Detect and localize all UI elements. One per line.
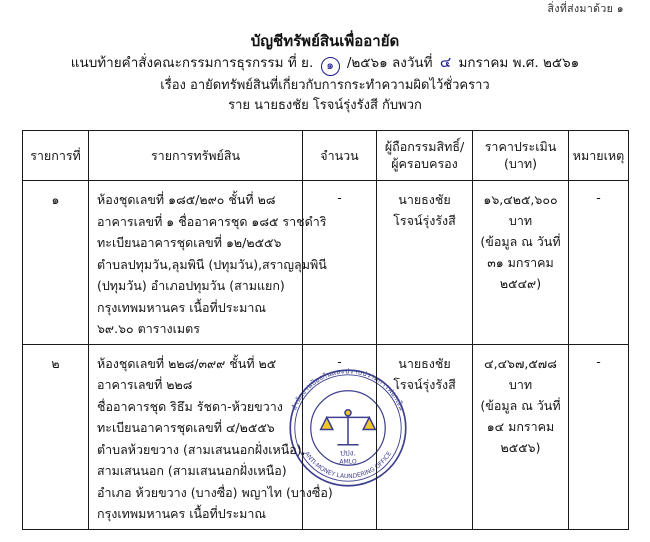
case-line: ราย นายธงชัย โรจน์รุ่งรังสี กับพวก	[228, 98, 422, 113]
price-line: บาท	[508, 213, 533, 228]
cell-item-no: ๒	[23, 344, 89, 529]
cell-item-no: ๑	[23, 181, 89, 345]
date-prefix-text: ลงวันที่	[391, 55, 433, 71]
asset-table	[22, 130, 629, 530]
description-line: ห้องชุดเลขที่ ๑๘๕/๒๙๐ ชั้นที่ ๒๘	[97, 192, 276, 207]
svg-text:ANTI-MONEY LAUNDERING OFFICE: ANTI-MONEY LAUNDERING OFFICE	[302, 450, 394, 481]
price-line: (ข้อมูล ณ วันที่	[480, 397, 561, 413]
price-line: ๑๖,๔๒๕,๖๐๐	[483, 192, 558, 207]
svg-text:ปปง.: ปปง.	[340, 448, 356, 458]
order-reference-line	[22, 52, 628, 76]
cell-remark: -	[569, 181, 629, 345]
header-owner-line2: ผู้ครอบครอง	[391, 156, 458, 171]
header-asset-description: รายการทรัพย์สิน	[89, 131, 303, 181]
svg-text:AMLO: AMLO	[339, 458, 357, 466]
price-line: ๓๑ มกราคม	[487, 255, 554, 270]
description-line: กรุงเทพมหานคร เนื้อที่ประมาณ	[97, 299, 267, 315]
price-line: ๒๕๕๖)	[500, 439, 541, 455]
owner-line: โรจน์รุ่งรังสี	[393, 376, 456, 392]
svg-text:สำนักงานป้องกันและปราบปรามการฟ: สำนักงานป้องกันและปราบปรามการฟอกเงิน	[289, 366, 407, 412]
description-line: ตำบลปทุมวัน,ลุมพินี (ปทุมวัน),สราญลุมพินี	[97, 256, 327, 272]
description-line: อาคารเลขที่ ๒๒๘	[97, 377, 193, 392]
price-line: (ข้อมูล ณ วันที่	[480, 234, 561, 249]
description-line: (ปทุมวัน) อำเภอปทุมวัน (สามแยก)	[97, 278, 285, 293]
title-block	[22, 0, 628, 116]
owner-line: โรจน์รุ่งรังสี	[393, 213, 456, 228]
description-line: ตำบลห้วยขวาง (สามเสนนอกฝั่งเหนือ),	[97, 441, 306, 457]
header-item-no: รายการที่	[23, 131, 89, 181]
cell-quantity: -	[303, 181, 377, 345]
header-owner	[377, 131, 473, 181]
cell-owner	[377, 344, 473, 529]
order-year-text: /๒๕๖๑	[346, 55, 388, 71]
table-body	[23, 181, 629, 530]
description-line: กรุงเทพมหานคร เนื้อที่ประมาณ	[97, 506, 267, 521]
price-line: ๑๔ มกราคม	[486, 418, 555, 434]
date-rest-text: มกราคม พ.ศ. ๒๕๖๑	[458, 55, 580, 71]
description-line: ทะเบียนอาคารชุดเลขที่ ๔/๒๕๕๖	[97, 420, 275, 435]
description-line: สามเสนนอก (สามเสนนอกฝั่งเหนือ)	[97, 463, 287, 478]
description-line: ๖๙.๖๐ ตารางเมตร	[97, 321, 200, 336]
cell-quantity: -	[303, 344, 377, 529]
price-line: ๒๕๔๙)	[499, 276, 542, 291]
description-line: ห้องชุดเลขที่ ๒๒๘/๓๙๙ ชั้นที่ ๒๕	[97, 355, 277, 371]
order-prefix-text: แนบท้ายคำสั่งคณะกรรมการธุรกรรม ที่ ย.	[70, 55, 314, 71]
header-quantity: จำนวน	[303, 131, 377, 181]
table-header-row	[23, 131, 629, 181]
page-title: บัญชีทรัพย์สินเพื่ออายัด	[250, 32, 400, 50]
table-row	[23, 181, 629, 345]
owner-line: นายธงชัย	[398, 355, 451, 371]
header-price-line2: (บาท)	[504, 156, 537, 171]
description-line: อำเภอ ห้วยขวาง (บางซื่อ) พญาไท (บางซื่อ)	[97, 484, 333, 500]
cell-remark: -	[569, 344, 629, 529]
description-line: อาคารเลขที่ ๑ ชื่ออาคารชุด ๑๘๕ ราชดำริ	[97, 213, 327, 229]
header-remark: หมายเหตุ	[569, 131, 629, 181]
cell-appraised-price	[473, 181, 569, 345]
description-line: ชื่ออาคารชุด ริธึม รัชดา-ห้วยขวาง	[97, 398, 283, 414]
order-number-handwritten: ๑	[318, 53, 343, 76]
cell-asset-description	[89, 344, 333, 529]
header-price-line1: ราคาประเมิน	[484, 139, 557, 154]
subject-line: เรื่อง อายัดทรัพย์สินที่เกี่ยวกับการกระทำความผิดไว้ชั่วคราว	[160, 78, 490, 93]
price-line: ๔,๔๖๗,๕๗๘ บาท	[484, 355, 557, 392]
date-day-handwritten: ๔	[439, 53, 452, 71]
cell-appraised-price	[473, 344, 569, 529]
owner-line: นายธงชัย	[398, 192, 451, 207]
table-row	[23, 344, 629, 529]
header-appraised-price	[473, 131, 569, 181]
cell-owner	[377, 181, 473, 345]
attachment-stamp: สิ่งที่ส่งมาด้วย ๑	[547, 3, 624, 15]
description-line: ทะเบียนอาคารชุดเลขที่ ๑๒/๒๕๕๖	[97, 235, 282, 250]
cell-asset-description	[89, 181, 327, 345]
header-owner-line1: ผู้ถือกรรมสิทธิ์/	[384, 139, 465, 154]
